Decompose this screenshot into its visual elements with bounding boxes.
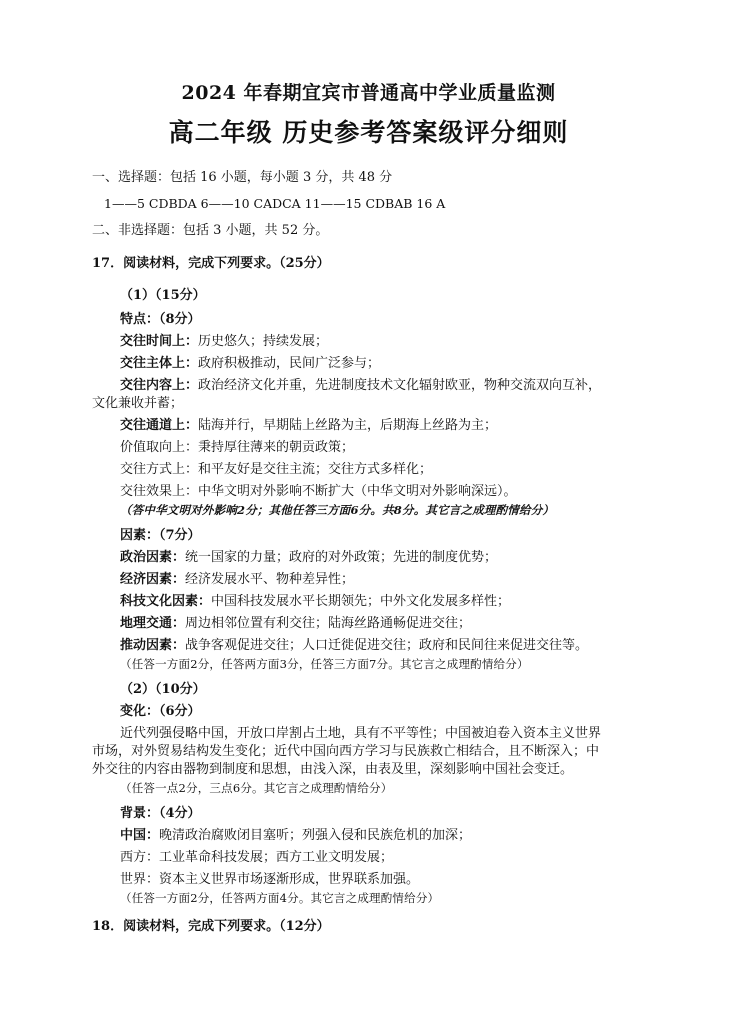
feature-effect: 交往效果上：中华文明对外影响不断扩大（中华文明对外影响深远）。: [120, 484, 517, 499]
factor-geography: 地理交通：周边相邻位置有利交往；陆海丝路通畅促进交往；: [120, 616, 472, 631]
changes-title: 变化：（6分）: [120, 704, 201, 719]
feature-method: 交往方式上：和平友好是交往主流；交往方式多样化；: [120, 462, 433, 477]
q18-heading: 18．阅读材料，完成下列要求。（12分）: [92, 919, 330, 934]
background-world: 世界：资本主义世界市场逐渐形成，世界联系加强。: [120, 872, 420, 887]
factors-title: 因素：（7分）: [120, 528, 201, 543]
feature-content-cont: 文化兼收并蓄；: [92, 396, 184, 411]
background-west: 西方：工业革命科技发展；西方工业文明发展；: [120, 850, 394, 865]
section-2-heading: 二、非选择题：包括 3 小题，共 52 分。: [92, 223, 329, 238]
factor-driving: 推动因素：战争客观促进交往；人口迁徙促进交往；政府和民间往来促进交往等。: [120, 638, 589, 653]
changes-line-2: 市场，对外贸易结构发生变化；近代中国向西方学习与民族救亡相结合，且不断深入；中: [92, 744, 600, 759]
q17-part1: （1）（15分）: [120, 288, 206, 303]
feature-content: 交往内容上：政治经济文化并重，先进制度技术文化辐射欧亚，物种交流双向互补，: [120, 378, 602, 393]
feature-time: 交往时间上：历史悠久；持续发展；: [120, 334, 329, 349]
section-1-heading: 一、选择题：包括 16 小题，每小题 3 分，共 48 分: [92, 170, 393, 185]
q17-part2: （2）（10分）: [120, 682, 206, 697]
feature-channel: 交往通道上：陆海并行，早期陆上丝路为主，后期海上丝路为主；: [120, 418, 498, 433]
background-title: 背景：（4分）: [120, 806, 201, 821]
features-title: 特点：（8分）: [120, 312, 201, 327]
changes-line-1: 近代列强侵略中国，开放口岸割占土地，具有不平等性；中国被迫卷入资本主义世界: [120, 726, 602, 741]
changes-scoring-note: （任答一点2分，三点6分。其它言之成理酌情给分）: [120, 781, 393, 795]
background-china: 中国：晚清政治腐败闭目塞听；列强入侵和民族危机的加深；: [120, 828, 472, 843]
factors-scoring-note: （任答一方面2分，任答两方面3分，任答三方面7分。其它言之成理酌情给分）: [120, 657, 529, 671]
feature-subject: 交往主体上：政府积极推动，民间广泛参与；: [120, 356, 381, 371]
choice-answers: 1——5 CDBDA 6——10 CADCA 11——15 CDBAB 16 A: [104, 196, 446, 211]
exam-title: 2024 年春期宜宾市普通高中学业质量监测: [181, 82, 556, 104]
page-subtitle: 高二年级 历史参考答案级评分细则: [168, 118, 569, 147]
factor-tech-culture: 科技文化因素：中国科技发展水平长期领先；中外文化发展多样性；: [120, 594, 511, 609]
features-scoring-note: （答中华文明对外影响2分；其他任答三方面6分。共8分。其它言之成理酌情给分）: [120, 503, 555, 517]
changes-line-3: 外交往的内容由器物到制度和思想，由浅入深，由表及里，深刻影响中国社会变迁。: [92, 762, 574, 777]
background-scoring-note: （任答一方面2分，任答两方面4分。其它言之成理酌情给分）: [120, 891, 440, 905]
q17-heading: 17．阅读材料，完成下列要求。（25分）: [92, 256, 330, 271]
factor-economic: 经济因素：经济发展水平、物种差异性；: [120, 572, 355, 587]
factor-political: 政治因素：统一国家的力量；政府的对外政策；先进的制度优势；: [120, 550, 498, 565]
feature-value: 价值取向上：秉持厚往薄来的朝贡政策；: [120, 440, 355, 455]
